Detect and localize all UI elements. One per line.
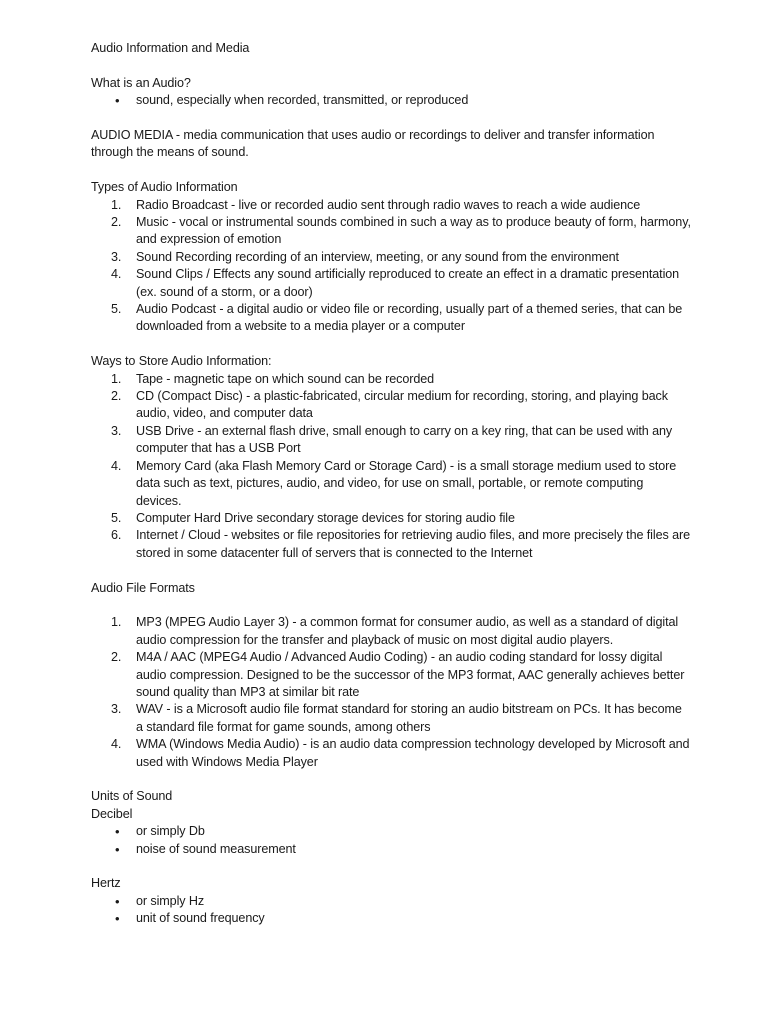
decibel-list: [91, 823, 691, 858]
list-item-text: Computer Hard Drive secondary storage devices for storing audio file: [136, 510, 515, 525]
list-item-text: Sound Clips / Effects any sound artificially reproduced to create an effect in a dramatic presentation (ex. sound of a storm, or a door): [136, 267, 680, 299]
spacer: [91, 597, 691, 614]
list-item-text: Sound Recording recording of an interview, meeting, or any sound from the environment: [136, 249, 619, 264]
bullet-item: • sound, especially when recorded, transmitted, or reproduced: [91, 92, 691, 109]
bullet-item: • or simply Hz: [91, 893, 691, 910]
spacer: [91, 562, 691, 579]
what-is-audio-list: [91, 92, 691, 109]
list-item: [91, 371, 691, 388]
list-item-text: Memory Card (aka Flash Memory Card or Storage Card) - is a small storage medium used to store data such as text, pictures, audio, and video, for use on small, portable, or remote computing devices.: [136, 458, 677, 508]
document-title: Audio Information and Media: [91, 41, 250, 55]
document-body: [91, 40, 691, 928]
list-item: [91, 214, 691, 249]
bullet-item: • noise of sound measurement: [91, 841, 691, 858]
list-number: 3.: [111, 249, 122, 264]
list-number: 3.: [111, 423, 122, 438]
list-item: [91, 423, 691, 458]
units-heading: Units of Sound: [91, 789, 173, 804]
list-item-text: Audio Podcast - a digital audio or video file or recording, usually part of a themed series, that can be downloaded from a website to a media player or a computer: [136, 302, 683, 334]
list-item-text: Internet / Cloud - websites or file repositories for retrieving audio files, and more precisely the files are stored in some datacenter full of servers that is connected to the Internet: [136, 528, 690, 560]
list-item: [91, 649, 691, 701]
list-item: [91, 388, 691, 423]
list-item: [91, 249, 691, 266]
list-item-text: USB Drive - an external flash drive, small enough to carry on a key ring, that can be used with any computer that has a USB Port: [136, 423, 673, 456]
list-number: 1.: [111, 371, 122, 386]
spacer: [91, 336, 691, 353]
spacer: [91, 162, 691, 179]
list-item: [91, 614, 691, 649]
spacer: [91, 57, 691, 74]
audio-media-definition: AUDIO MEDIA - media communication that uses audio or recordings to deliver and transfer information through the means of sound.: [91, 128, 655, 160]
hertz-list: [91, 893, 691, 928]
list-item: [91, 458, 691, 510]
formats-list: [91, 614, 691, 771]
list-item-text: Radio Broadcast - live or recorded audio sent through radio waves to reach a wide audience: [136, 197, 641, 212]
list-item-text: Music - vocal or instrumental sounds combined in such a way as to produce beauty of form, harmony, and expression of emotion: [136, 215, 691, 247]
bullet-item: • or simply Db: [91, 823, 691, 840]
storage-list: [91, 371, 691, 562]
spacer: [91, 110, 691, 127]
list-item-text: CD (Compact Disc) - a plastic-fabricated, circular medium for recording, storing, and playing back audio, video, and computer data: [136, 389, 668, 421]
list-number: 5.: [111, 302, 122, 317]
list-item-text: MP3 (MPEG Audio Layer 3) - a common format for consumer audio, as well as a standard of digital audio compression for the transfer and playback of music on most digital audio players.: [136, 615, 679, 647]
bullet-item: • unit of sound frequency: [91, 910, 691, 927]
list-number: 4.: [111, 458, 122, 473]
storage-heading: Ways to Store Audio Information:: [91, 354, 272, 369]
list-item: [91, 197, 691, 214]
list-item: [91, 266, 691, 301]
spacer: [91, 771, 691, 788]
list-item-text: Tape - magnetic tape on which sound can be recorded: [136, 371, 435, 386]
list-number: 2.: [111, 650, 122, 665]
list-item-text: M4A / AAC (MPEG4 Audio / Advanced Audio Coding) - an audio coding standard for lossy digital audio compression. Designed to be the successor of the MP3 format, AAC generally achieves better sound quality than MP3 at similar bit rate: [136, 650, 685, 699]
list-number: 6.: [111, 528, 122, 543]
list-item: [91, 736, 691, 771]
types-list: [91, 197, 691, 336]
list-item: [91, 301, 691, 336]
list-item: [91, 527, 691, 562]
list-number: 2.: [111, 215, 122, 230]
what-is-audio-heading: What is an Audio?: [91, 75, 191, 90]
list-number: 2.: [111, 389, 122, 404]
decibel-heading: Decibel: [91, 806, 133, 821]
list-item: [91, 701, 691, 736]
list-item-text: WMA (Windows Media Audio) - is an audio data compression technology developed by Microsoft and used with Windows Media Player: [136, 737, 690, 769]
list-item: [91, 510, 691, 527]
list-number: 3.: [111, 702, 122, 717]
spacer: [91, 858, 691, 875]
list-number: 4.: [111, 737, 122, 752]
list-number: 4.: [111, 267, 122, 282]
list-number: 1.: [111, 197, 122, 212]
list-number: 5.: [111, 510, 122, 525]
list-item-text: WAV - is a Microsoft audio file format standard for storing an audio bitstream on PCs. It has become a standard file format for game sounds, among others: [136, 702, 682, 734]
list-number: 1.: [111, 615, 122, 630]
formats-heading: Audio File Formats: [91, 580, 195, 595]
hertz-heading: Hertz: [91, 876, 121, 891]
types-heading: Types of Audio Information: [91, 180, 238, 195]
